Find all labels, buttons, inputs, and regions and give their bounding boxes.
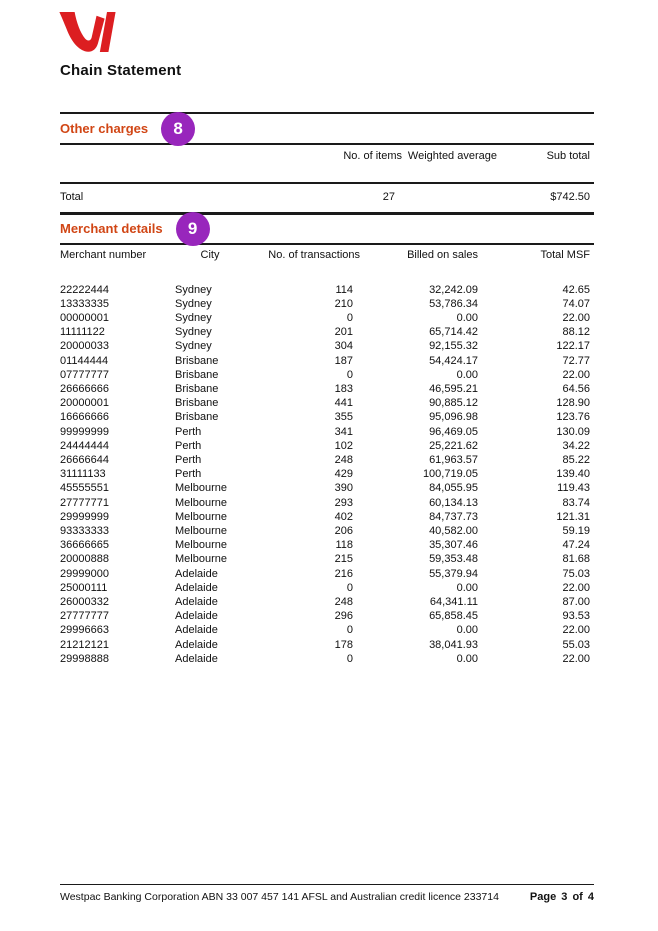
- col-header-spacer: [60, 150, 300, 162]
- transactions-cell: 402: [334, 510, 353, 523]
- billed-on-sales-cell: 0.00: [456, 624, 478, 637]
- total-msf-cell: 121.31: [556, 510, 590, 523]
- table-row: [60, 425, 594, 439]
- merchant-number-cell: 13333335: [60, 297, 109, 310]
- table-row: [60, 354, 594, 368]
- merchant-table-body: [60, 283, 594, 666]
- merchant-number-cell: 21212121: [60, 638, 109, 651]
- merchant-number-cell: 31111133: [60, 468, 106, 481]
- footer-legal-text: Westpac Banking Corporation ABN 33 007 457 141 AFSL and Australian credit licence 233714: [60, 891, 499, 903]
- merchant-number-cell: 99999999: [60, 425, 109, 438]
- billed-on-sales-cell: 100,719.05: [422, 468, 478, 481]
- billed-on-sales-cell: 96,469.05: [429, 425, 478, 438]
- total-msf-cell: 128.90: [556, 397, 590, 410]
- total-sub-total: $742.50: [550, 191, 590, 203]
- section-heading-merchant-details: Merchant details: [60, 221, 163, 236]
- city-cell: Sydney: [175, 283, 212, 296]
- merchant-number-cell: 36666665: [60, 539, 109, 552]
- billed-on-sales-cell: 60,134.13: [429, 496, 478, 509]
- city-cell: Brisbane: [175, 397, 219, 410]
- city-cell: Adelaide: [175, 567, 218, 580]
- city-cell: Melbourne: [175, 482, 227, 495]
- total-msf-cell: 130.09: [556, 425, 590, 438]
- table-row: [60, 297, 594, 311]
- merchant-number-cell: 20000001: [60, 397, 109, 410]
- merchant-number-cell: 27777771: [60, 496, 109, 509]
- total-msf-cell: 42.65: [562, 283, 590, 296]
- col-header-sub-total: Sub total: [546, 150, 590, 162]
- city-cell: Melbourne: [175, 553, 227, 566]
- total-msf-cell: 83.74: [562, 496, 590, 509]
- other-charges-section: [60, 112, 594, 204]
- transactions-cell: 118: [335, 539, 353, 552]
- table-row: [60, 496, 594, 510]
- merchant-number-cell: 16666666: [60, 411, 109, 424]
- billed-on-sales-cell: 64,341.11: [429, 595, 478, 608]
- table-row: [60, 339, 594, 353]
- col-header-billed-on-sales: Billed on sales: [407, 248, 478, 261]
- col-header-no-of-transactions: No. of transactions: [268, 248, 360, 261]
- total-msf-cell: 123.76: [556, 411, 590, 424]
- other-charges-total-row: [60, 184, 594, 204]
- total-msf-cell: 22.00: [562, 368, 590, 381]
- billed-on-sales-cell: 32,242.09: [429, 283, 478, 296]
- transactions-cell: 187: [334, 354, 353, 367]
- transactions-cell: 429: [334, 468, 353, 481]
- city-cell: Sydney: [175, 340, 212, 353]
- billed-on-sales-cell: 25,221.62: [429, 439, 478, 452]
- merchant-number-cell: 29999000: [60, 567, 109, 580]
- transactions-cell: 183: [334, 382, 353, 395]
- merchant-number-cell: 27777777: [60, 610, 109, 623]
- total-no-of-items: 27: [382, 191, 395, 203]
- merchant-table-header-row: [60, 245, 594, 262]
- merchant-number-cell: 26666666: [60, 382, 109, 395]
- city-cell: Perth: [175, 425, 202, 438]
- transactions-cell: 341: [334, 425, 353, 438]
- billed-on-sales-cell: 59,353.48: [429, 553, 478, 566]
- city-cell: Perth: [175, 468, 202, 481]
- billed-on-sales-cell: 84,737.73: [429, 510, 478, 523]
- merchant-number-cell: 11111122: [60, 326, 105, 339]
- col-header-weighted-average: Weighted average: [407, 150, 497, 162]
- total-msf-cell: 59.19: [562, 524, 590, 537]
- table-row: [60, 467, 594, 481]
- table-row: [60, 439, 594, 453]
- total-msf-cell: 22.00: [562, 581, 590, 594]
- billed-on-sales-cell: 38,041.93: [429, 638, 478, 651]
- table-row: [60, 368, 594, 382]
- merchant-number-cell: 20000888: [60, 553, 109, 566]
- transactions-cell: 0: [346, 652, 353, 665]
- merchant-number-cell: 20000033: [60, 340, 109, 353]
- billed-on-sales-cell: 0.00: [456, 368, 478, 381]
- city-cell: Brisbane: [175, 411, 219, 424]
- billed-on-sales-cell: 95,096.98: [429, 411, 478, 424]
- other-charges-header-row: [60, 145, 594, 162]
- city-cell: Perth: [175, 439, 202, 452]
- transactions-cell: 248: [334, 453, 353, 466]
- transactions-cell: 210: [334, 297, 353, 310]
- city-cell: Adelaide: [175, 595, 218, 608]
- billed-on-sales-cell: 65,714.42: [429, 326, 478, 339]
- total-msf-cell: 139.40: [556, 468, 590, 481]
- table-row: [60, 481, 594, 495]
- transactions-cell: 0: [346, 624, 353, 637]
- table-row: [60, 538, 594, 552]
- merchant-number-cell: 29999999: [60, 510, 109, 523]
- total-label: Total: [60, 191, 84, 203]
- col-header-merchant-number: Merchant number: [60, 248, 147, 261]
- city-cell: Brisbane: [175, 368, 219, 381]
- total-msf-cell: 55.03: [562, 638, 590, 651]
- city-cell: Sydney: [175, 326, 212, 339]
- page-footer: [60, 884, 594, 903]
- city-cell: Melbourne: [175, 496, 227, 509]
- total-msf-cell: 85.22: [562, 453, 590, 466]
- step-badge-9: 9: [176, 212, 210, 246]
- transactions-cell: 0: [346, 581, 353, 594]
- total-msf-cell: 93.53: [562, 610, 590, 623]
- col-header-total-msf: Total MSF: [540, 248, 590, 261]
- transactions-cell: 206: [334, 524, 353, 537]
- billed-on-sales-cell: 55,379.94: [429, 567, 478, 580]
- city-cell: Brisbane: [175, 354, 219, 367]
- transactions-cell: 178: [334, 638, 353, 651]
- merchant-number-cell: 25000111: [60, 581, 108, 594]
- billed-on-sales-cell: 61,963.57: [429, 453, 478, 466]
- billed-on-sales-cell: 46,595.21: [429, 382, 478, 395]
- billed-on-sales-cell: 0.00: [456, 652, 478, 665]
- transactions-cell: 0: [346, 368, 353, 381]
- total-msf-cell: 64.56: [562, 382, 590, 395]
- transactions-cell: 201: [334, 326, 353, 339]
- transactions-cell: 0: [346, 311, 353, 324]
- section-heading-other-charges: Other charges: [60, 121, 149, 136]
- table-row: [60, 595, 594, 609]
- merchant-number-cell: 45555551: [60, 482, 109, 495]
- billed-on-sales-cell: 84,055.95: [429, 482, 478, 495]
- transactions-cell: 296: [334, 610, 353, 623]
- total-weighted-average: [402, 191, 497, 204]
- col-header-city: City: [200, 248, 220, 261]
- table-row: [60, 567, 594, 581]
- city-cell: Adelaide: [175, 581, 218, 594]
- page-title: Chain Statement: [60, 62, 182, 79]
- merchant-number-cell: 29996663: [60, 624, 109, 637]
- table-row: [60, 652, 594, 666]
- merchant-details-section: [60, 212, 594, 666]
- merchant-number-cell: 22222444: [60, 283, 109, 296]
- total-msf-cell: 122.17: [556, 340, 590, 353]
- table-row: [60, 396, 594, 410]
- merchant-number-cell: 01144444: [60, 354, 109, 367]
- billed-on-sales-cell: 92,155.32: [429, 340, 478, 353]
- table-row: [60, 382, 594, 396]
- billed-on-sales-cell: 0.00: [456, 311, 478, 324]
- footer-page-number: Page 3 of 4: [529, 891, 594, 903]
- city-cell: Adelaide: [175, 624, 218, 637]
- divider: [60, 884, 594, 885]
- transactions-cell: 390: [334, 482, 353, 495]
- total-msf-cell: 34.22: [562, 439, 590, 452]
- city-cell: Brisbane: [175, 382, 219, 395]
- billed-on-sales-cell: 65,858.45: [429, 610, 478, 623]
- total-msf-cell: 22.00: [562, 652, 590, 665]
- table-row: [60, 453, 594, 467]
- total-msf-cell: 74.07: [562, 297, 590, 310]
- total-msf-cell: 87.00: [562, 595, 590, 608]
- city-cell: Adelaide: [175, 610, 218, 623]
- table-row: [60, 311, 594, 325]
- westpac-logo-icon: [58, 12, 116, 52]
- city-cell: Sydney: [175, 297, 212, 310]
- table-row: [60, 638, 594, 652]
- billed-on-sales-cell: 35,307.46: [429, 539, 478, 552]
- transactions-cell: 355: [334, 411, 353, 424]
- total-msf-cell: 22.00: [562, 624, 590, 637]
- table-row: [60, 510, 594, 524]
- table-row: [60, 552, 594, 566]
- transactions-cell: 114: [335, 283, 353, 296]
- total-msf-cell: 88.12: [562, 326, 590, 339]
- transactions-cell: 441: [334, 397, 353, 410]
- total-msf-cell: 72.77: [562, 354, 590, 367]
- billed-on-sales-cell: 90,885.12: [429, 397, 478, 410]
- billed-on-sales-cell: 0.00: [456, 581, 478, 594]
- merchant-number-cell: 93333333: [60, 524, 109, 537]
- col-header-no-of-items: No. of items: [343, 150, 402, 162]
- table-row: [60, 283, 594, 297]
- total-msf-cell: 75.03: [562, 567, 590, 580]
- table-row: [60, 623, 594, 637]
- table-row: [60, 410, 594, 424]
- city-cell: Adelaide: [175, 638, 218, 651]
- total-msf-cell: 22.00: [562, 311, 590, 324]
- transactions-cell: 248: [334, 595, 353, 608]
- table-row: [60, 524, 594, 538]
- transactions-cell: 304: [334, 340, 353, 353]
- billed-on-sales-cell: 40,582.00: [429, 524, 478, 537]
- merchant-number-cell: 00000001: [60, 311, 109, 324]
- merchant-number-cell: 29998888: [60, 652, 109, 665]
- merchant-number-cell: 26000332: [60, 595, 109, 608]
- transactions-cell: 102: [334, 439, 353, 452]
- step-badge-8: 8: [161, 112, 195, 146]
- city-cell: Melbourne: [175, 510, 227, 523]
- city-cell: Melbourne: [175, 539, 227, 552]
- city-cell: Perth: [175, 453, 202, 466]
- merchant-number-cell: 07777777: [60, 368, 109, 381]
- table-row: [60, 581, 594, 595]
- total-msf-cell: 47.24: [562, 539, 590, 552]
- merchant-number-cell: 24444444: [60, 439, 109, 452]
- city-cell: Melbourne: [175, 524, 227, 537]
- merchant-number-cell: 26666644: [60, 453, 109, 466]
- city-cell: Adelaide: [175, 652, 218, 665]
- billed-on-sales-cell: 53,786.34: [429, 297, 478, 310]
- transactions-cell: 216: [334, 567, 353, 580]
- table-row: [60, 325, 594, 339]
- transactions-cell: 215: [334, 553, 353, 566]
- transactions-cell: 293: [334, 496, 353, 509]
- total-msf-cell: 81.68: [562, 553, 590, 566]
- billed-on-sales-cell: 54,424.17: [429, 354, 478, 367]
- total-msf-cell: 119.43: [557, 482, 590, 495]
- table-row: [60, 609, 594, 623]
- city-cell: Sydney: [175, 311, 212, 324]
